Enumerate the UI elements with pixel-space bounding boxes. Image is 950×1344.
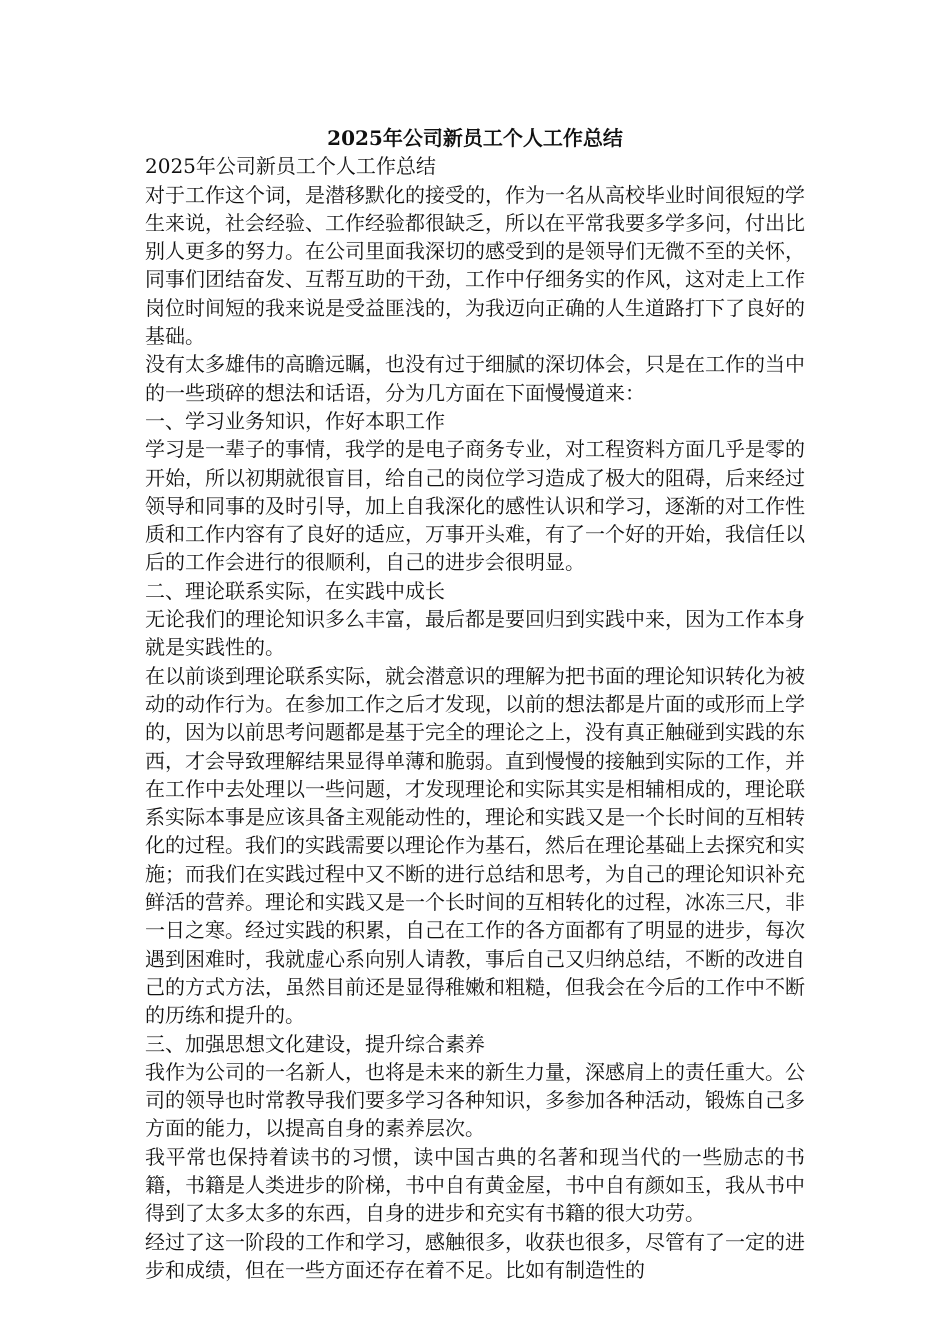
- body-paragraph: 经过了这一阶段的工作和学习，感触很多，收获也很多，尽管有了一定的进步和成绩，但在一些方面还存在着不足。比如有制造性的: [145, 1229, 805, 1282]
- section-heading: 一、学习业务知识，作好本职工作: [145, 408, 445, 433]
- body-paragraph: 学习是一辈子的事情，我学的是电子商务专业，对工程资料方面几乎是零的开始，所以初期就很盲目，给自己的岗位学习造成了极大的阻碍，后来经过领导和同事的及时引导，加上自我深化的感性认识和学习，逐渐的对工作性质和工作内容有了良好的适应，万事开头难，有了一个好的开始，我信任以后的工作会进行的很顺利，自己的进步会很明显。: [145, 437, 805, 575]
- body-paragraph: 我作为公司的一名新人，也将是未来的新生力量，深感肩上的责任重大。公司的领导也时常教导我们要多学习各种知识，多参加各种活动，锻炼自己多方面的能力，以提高自身的素养层次。: [145, 1059, 805, 1141]
- body-paragraph: 在以前谈到理论联系实际，就会潜意识的理解为把书面的理论知识转化为被动的动作行为。在参加工作之后才发现，以前的想法都是片面的或形而上学的，因为以前思考问题都是基于完全的理论之上，没有真正触碰到实践的东西，才会导致理解结果显得单薄和脆弱。直到慢慢的接触到实际的工作，并在工作中去处理以一些问题，才发现理论和实际其实是相辅相成的，理论联系实际本事是应该具备主观能动性的，理论和实践又是一个长时间的互相转化的过程。我们的实践需要以理论作为基石，然后在理论基础上去探究和实施；而我们在实践过程中又不断的进行总结和思考，为自己的理论知识补充鲜活的营养。理论和实践又是一个长时间的互相转化的过程，冰冻三尺，非一日之寒。经过实践的积累，自己在工作的各方面都有了明显的进步，每次遇到困难时，我就虚心系向别人请教，事后自己又归纳总结，不断的改进自己的方式方法，虽然目前还是显得稚嫩和粗糙，但我会在今后的工作中不断的历练和提升的。: [145, 663, 805, 1028]
- section-heading: 三、加强思想文化建设，提升综合素养: [145, 1031, 485, 1056]
- document-title: 2025年公司新员工个人工作总结: [327, 126, 623, 150]
- body-paragraph: 我平常也保持着读书的习惯，读中国古典的名著和现当代的一些励志的书籍，书籍是人类进步的阶梯，书中自有黄金屋，书中自有颜如玉，我从书中得到了太多太多的东西，自身的进步和充实有书籍的很大功劳。: [145, 1144, 805, 1226]
- body-paragraph: 对于工作这个词，是潜移默化的接受的，作为一名从高校毕业时间很短的学生来说，社会经验、工作经验都很缺乏，所以在平常我要多学多问，付出比别人更多的努力。在公司里面我深切的感受到的是领导们无微不至的关怀，同事们团结奋发、互帮互助的干劲，工作中仔细务实的作风，这对走上工作岗位时间短的我来说是受益匪浅的，为我迈向正确的人生道路打下了良好的基础。: [145, 182, 805, 349]
- body-paragraph: 无论我们的理论知识多么丰富，最后都是要回归到实践中来，因为工作本身就是实践性的。: [145, 607, 805, 660]
- section-heading: 二、理论联系实际，在实践中成长: [145, 578, 445, 603]
- body-paragraph: 没有太多雄伟的高瞻远瞩，也没有过于细腻的深切体会，只是在工作的当中的一些琐碎的想法和话语，分为几方面在下面慢慢道来：: [145, 352, 805, 405]
- document-body: [145, 124, 805, 1284]
- subtitle-paragraph: 2025年公司新员工个人工作总结: [145, 154, 436, 179]
